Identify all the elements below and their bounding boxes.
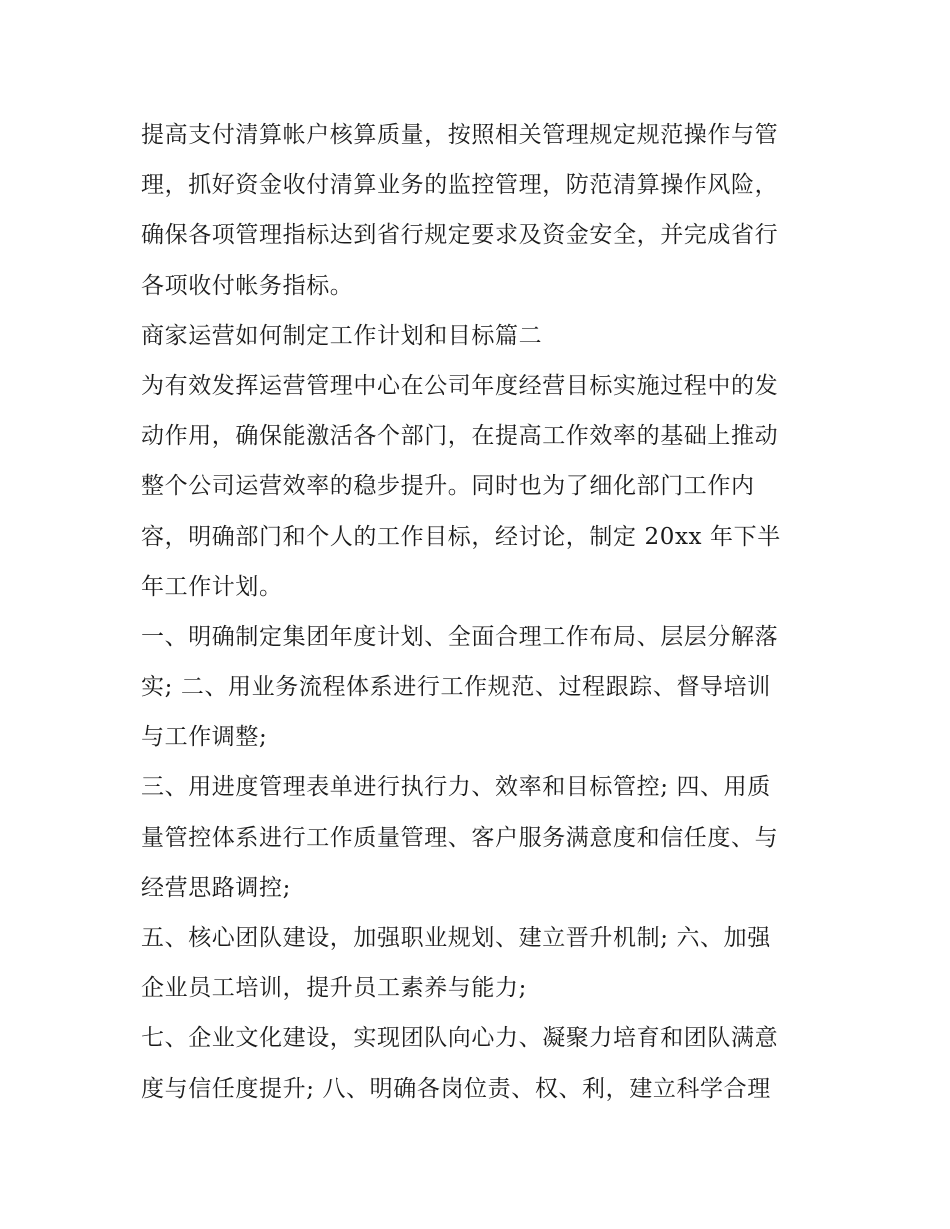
- section-heading: 商家运营如何制定工作计划和目标篇二: [141, 322, 543, 349]
- document-body: [141, 110, 821, 1114]
- text-line: 一、明确制定集团年度计划、全面合理工作布局、层层分解落: [141, 623, 779, 650]
- text-line: 与工作调整;: [141, 724, 268, 751]
- text-line: 实; 二、用业务流程体系进行工作规范、过程跟踪、督导培训: [141, 674, 771, 701]
- text-line: 企业员工培训，提升员工素养与能力;: [141, 975, 527, 1002]
- text-line: 动作用，确保能激活各个部门，在提高工作效率的基础上推动: [141, 423, 779, 450]
- text-line: 度与信任度提升; 八、明确各岗位责、权、利，建立科学合理: [141, 1075, 771, 1102]
- text-line: 五、核心团队建设，加强职业规划、建立晋升机制; 六、加强: [141, 925, 771, 951]
- text-line: 三、用进度管理表单进行执行力、效率和目标管控; 四、用质: [141, 774, 771, 801]
- text-line: 经营思路调控;: [141, 874, 291, 901]
- text-line: 理，抓好资金收付清算业务的监控管理，防范清算操作风险，: [141, 172, 779, 199]
- text-line: 提高支付清算帐户核算质量，按照相关管理规定规范操作与管: [141, 122, 779, 148]
- text-line: 各项收付帐务指标。: [141, 272, 354, 299]
- text-line: 为有效发挥运营管理中心在公司年度经营目标实施过程中的发: [141, 372, 779, 399]
- text-line: 量管控体系进行工作质量管理、客户服务满意度和信任度、与: [141, 824, 779, 851]
- text-line: 七、企业文化建设，实现团队向心力、凝聚力培育和团队满意: [141, 1025, 779, 1052]
- text-line: 容，明确部门和个人的工作目标，经讨论，制定 20xx 年下半: [141, 523, 781, 550]
- text-line: 整个公司运营效率的稳步提升。同时也为了细化部门工作内: [141, 473, 755, 500]
- text-line: 年工作计划。: [141, 573, 283, 600]
- text-line: 确保各项管理指标达到省行规定要求及资金安全，并完成省行: [141, 222, 779, 249]
